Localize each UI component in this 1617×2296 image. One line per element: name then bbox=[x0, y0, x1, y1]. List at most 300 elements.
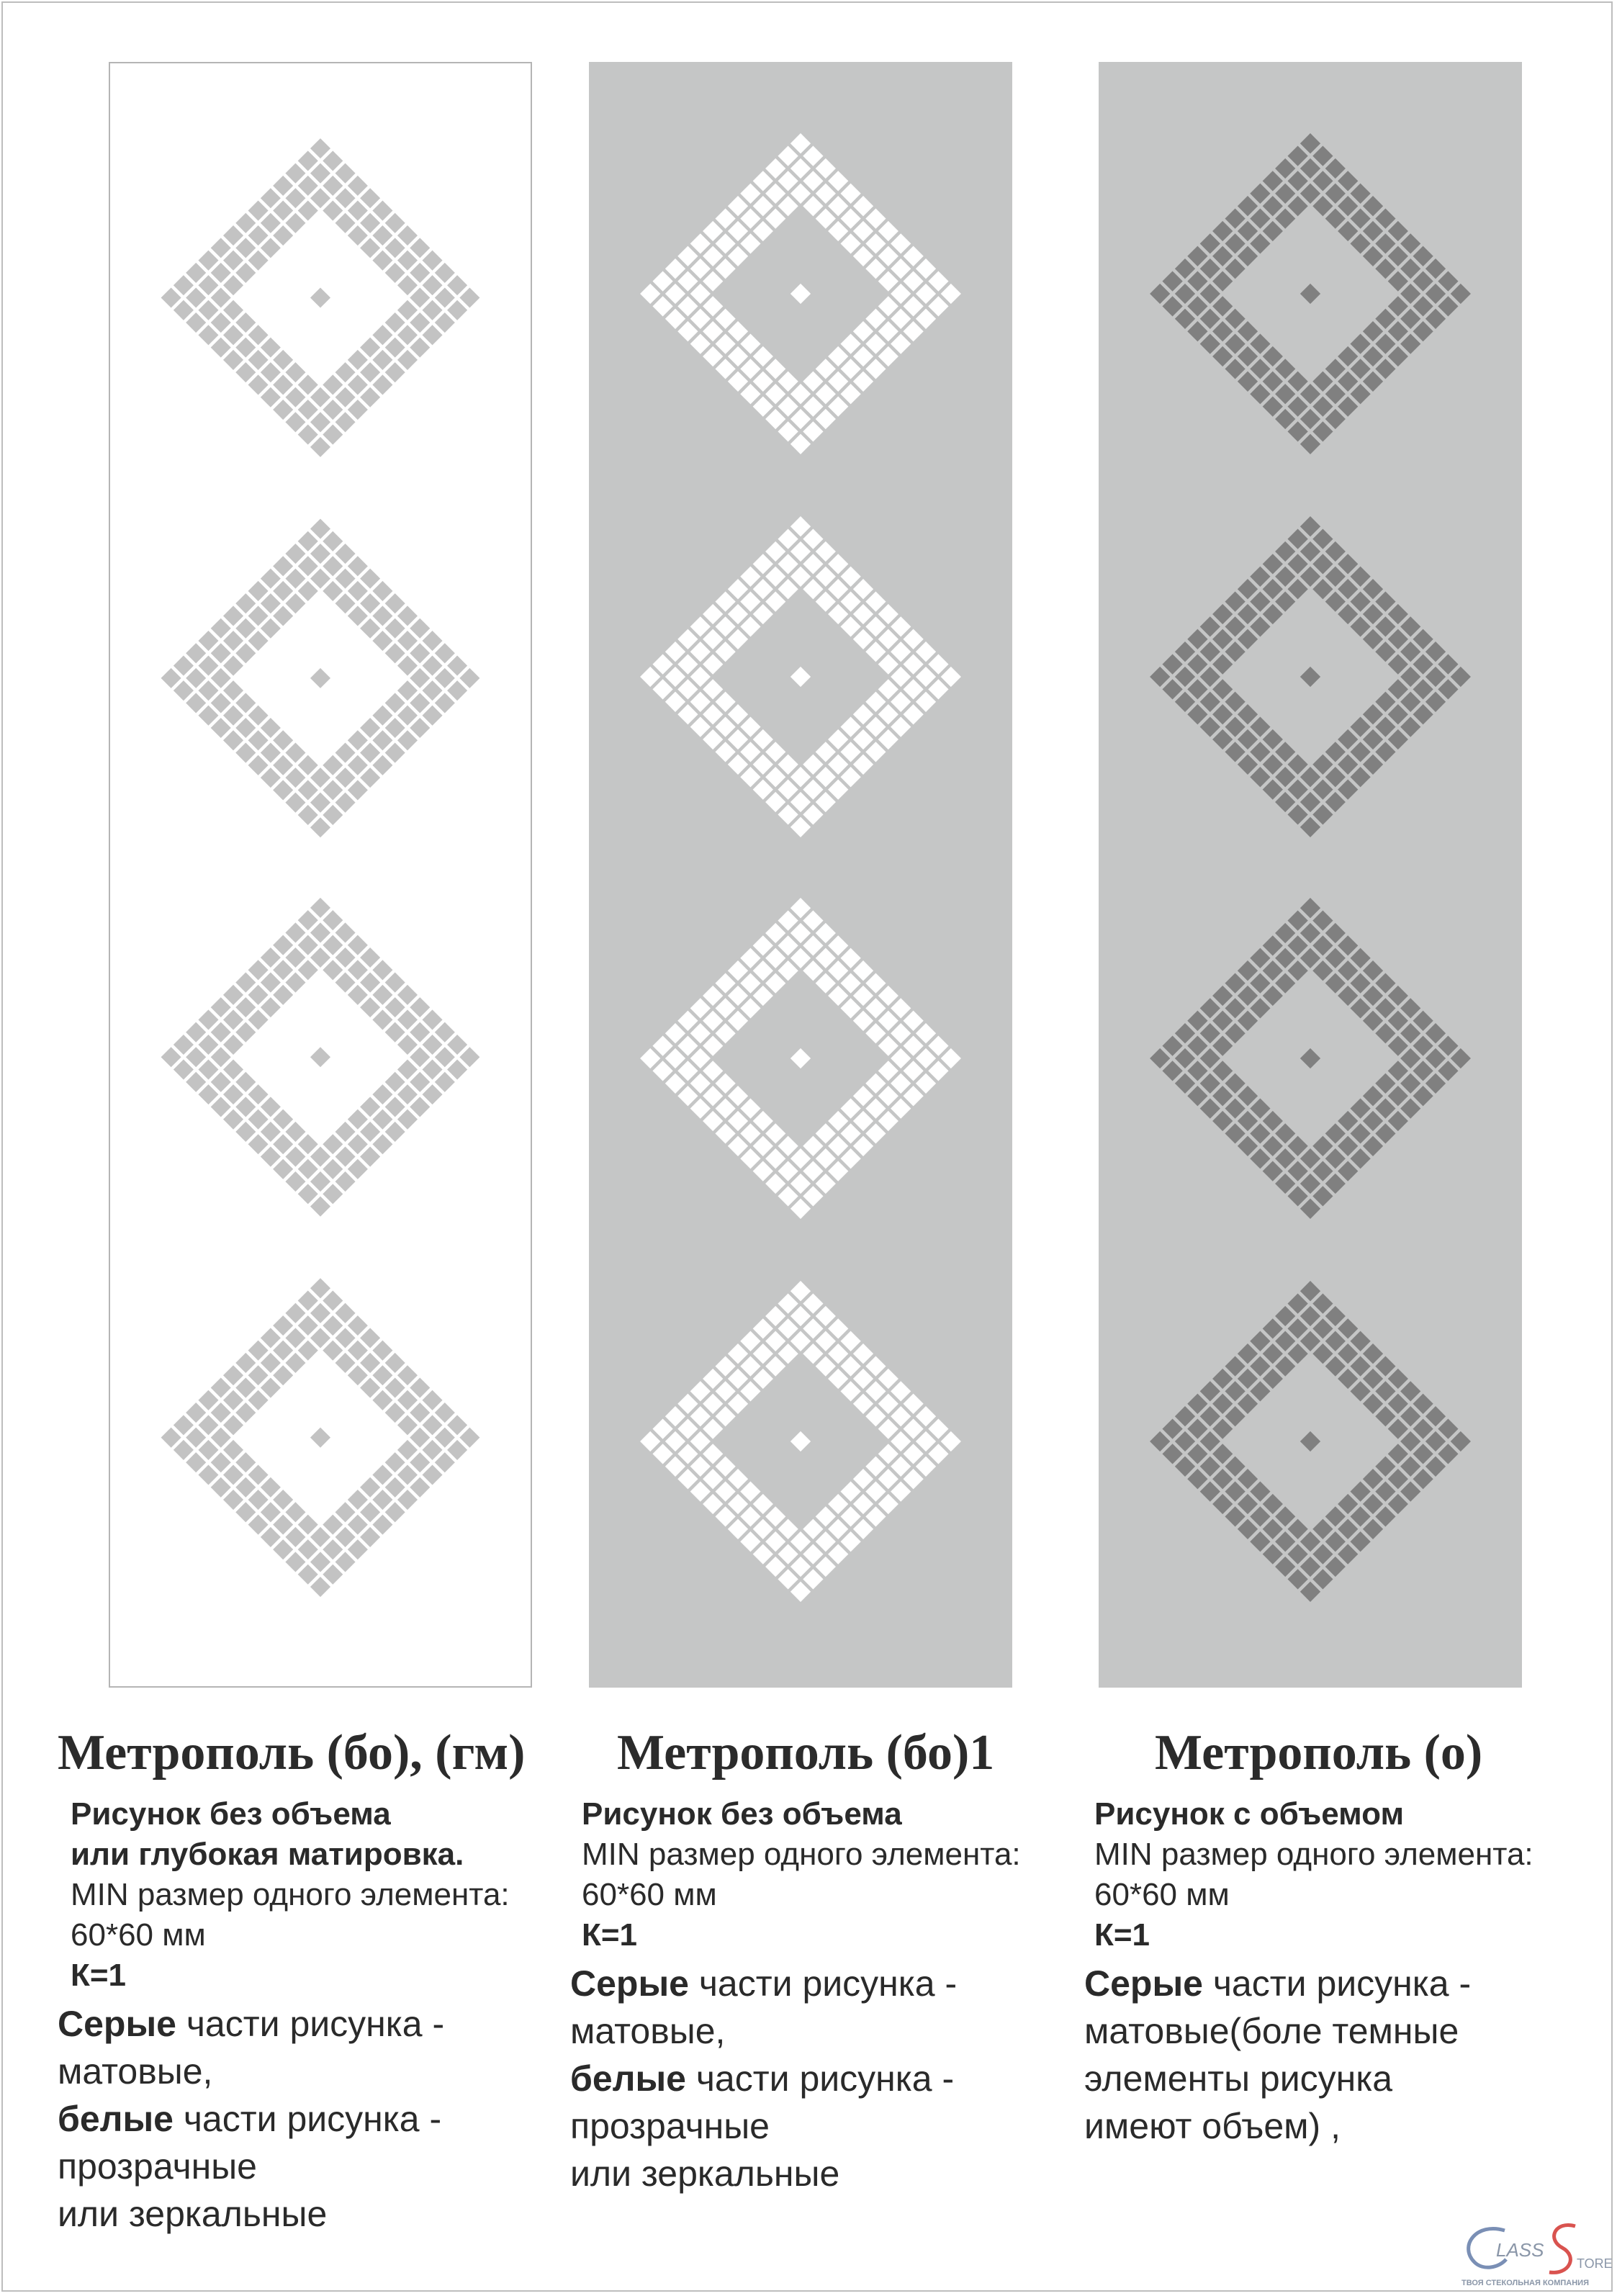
pattern-tile bbox=[261, 593, 281, 613]
pattern-tile bbox=[186, 287, 206, 307]
pattern-tile bbox=[816, 767, 836, 787]
pattern-tile bbox=[753, 935, 773, 955]
pattern-tile bbox=[174, 1415, 194, 1435]
pattern-tile bbox=[310, 817, 330, 837]
pattern-tile bbox=[1312, 1186, 1333, 1206]
pattern-tile bbox=[778, 196, 798, 216]
pattern-tile bbox=[816, 591, 836, 611]
pattern-tile bbox=[765, 923, 785, 943]
note-line: матовые, bbox=[58, 2051, 213, 2092]
pattern-tile bbox=[1375, 1356, 1395, 1376]
pattern-tile bbox=[285, 973, 305, 993]
pattern-tile bbox=[310, 767, 330, 788]
pattern-tile bbox=[1300, 1331, 1320, 1351]
pattern-tile bbox=[740, 1331, 760, 1351]
pattern-tile bbox=[1438, 1418, 1458, 1439]
pattern-tile bbox=[1200, 1457, 1220, 1477]
pattern-tile bbox=[816, 742, 836, 762]
pattern-tile bbox=[1363, 346, 1383, 366]
pattern-tile bbox=[261, 1502, 281, 1522]
pattern-tile bbox=[298, 200, 318, 220]
pattern-tile bbox=[1263, 1318, 1283, 1338]
pattern-tile bbox=[372, 605, 392, 626]
pattern-tile bbox=[652, 296, 672, 316]
pattern-tile bbox=[1300, 1531, 1320, 1552]
pattern-tile bbox=[198, 1084, 218, 1104]
pattern-tile bbox=[1388, 1444, 1408, 1464]
pattern-tile bbox=[928, 654, 948, 674]
pattern-tile bbox=[1338, 196, 1358, 216]
pattern-tile bbox=[853, 221, 873, 241]
pattern-tile bbox=[816, 158, 836, 179]
pattern-tile bbox=[1400, 1381, 1420, 1401]
pattern-tile bbox=[1350, 1331, 1370, 1351]
pattern-tile bbox=[791, 567, 811, 587]
pattern-tile bbox=[740, 591, 760, 611]
pattern-tile bbox=[323, 1565, 343, 1585]
pattern-tile bbox=[816, 1123, 836, 1143]
pattern-tile bbox=[261, 1097, 281, 1117]
caption-description bbox=[71, 1794, 576, 1996]
pattern-tile bbox=[248, 1109, 269, 1130]
pattern-tile bbox=[223, 1365, 243, 1385]
pattern-tile bbox=[1187, 1418, 1207, 1439]
pattern-tile bbox=[828, 960, 848, 981]
pattern-tile bbox=[1250, 591, 1270, 611]
pattern-tile bbox=[1238, 729, 1258, 749]
pattern-tile bbox=[778, 935, 798, 955]
pattern-tile bbox=[285, 1353, 305, 1373]
pattern-tile bbox=[816, 1331, 836, 1351]
pattern-tile bbox=[298, 374, 318, 395]
pattern-tile bbox=[323, 1184, 343, 1204]
pattern-tile bbox=[1200, 1381, 1220, 1401]
pattern-tile bbox=[285, 593, 305, 613]
pattern-tile bbox=[1375, 1481, 1395, 1501]
pattern-tile bbox=[1400, 309, 1420, 329]
pattern-tile bbox=[1250, 1098, 1270, 1118]
pattern-tile bbox=[1275, 541, 1295, 562]
pattern-tile bbox=[916, 1023, 936, 1043]
pattern-tile bbox=[753, 1519, 773, 1539]
pattern-tile bbox=[1238, 579, 1258, 599]
pattern-tile bbox=[840, 1531, 860, 1552]
pattern-tile bbox=[1388, 271, 1408, 291]
pattern-tile bbox=[803, 579, 823, 599]
pattern-tile bbox=[803, 196, 823, 216]
pattern-tile bbox=[1225, 616, 1245, 636]
pattern-tile bbox=[435, 1403, 455, 1423]
pattern-tile bbox=[248, 1490, 269, 1510]
pattern-tile bbox=[903, 321, 923, 341]
pattern-tile bbox=[753, 554, 773, 574]
pattern-tile bbox=[765, 158, 785, 179]
pattern-tile bbox=[298, 780, 318, 800]
pattern-tile bbox=[740, 333, 760, 354]
pattern-tile bbox=[310, 1146, 330, 1166]
pattern-tile bbox=[1275, 158, 1295, 179]
pattern-tile bbox=[310, 188, 330, 208]
pattern-tile bbox=[652, 1035, 672, 1055]
pattern-tile bbox=[186, 263, 206, 283]
pattern-tile bbox=[323, 1291, 343, 1311]
pattern-tile bbox=[690, 667, 711, 687]
pattern-tile bbox=[397, 350, 418, 370]
pattern-tile bbox=[198, 1464, 218, 1485]
pattern-tile bbox=[652, 679, 672, 699]
pattern-tile bbox=[385, 263, 405, 283]
pattern-tile bbox=[298, 176, 318, 196]
pattern-tile bbox=[360, 1477, 380, 1498]
note-line: белые части рисунка - bbox=[570, 2058, 955, 2099]
pattern-tile bbox=[753, 960, 773, 981]
pattern-tile bbox=[916, 641, 936, 662]
pattern-tile bbox=[435, 668, 455, 688]
pattern-tile bbox=[828, 1544, 848, 1564]
pattern-tile bbox=[1275, 1531, 1295, 1552]
pattern-tile bbox=[891, 1431, 911, 1451]
pattern-tile bbox=[360, 743, 380, 763]
pattern-tile bbox=[1312, 421, 1333, 441]
pattern-tile bbox=[298, 1515, 318, 1535]
pattern-tile bbox=[1225, 641, 1245, 662]
pattern-tile bbox=[235, 338, 256, 358]
pattern-tile bbox=[273, 1515, 293, 1535]
pattern-tile bbox=[1238, 986, 1258, 1006]
pattern-tile bbox=[1312, 755, 1333, 775]
pattern-tile bbox=[740, 948, 760, 968]
pattern-tile bbox=[728, 729, 748, 749]
pattern-tile bbox=[903, 1035, 923, 1055]
pattern-tile bbox=[261, 1353, 281, 1373]
pattern-tile bbox=[211, 287, 231, 307]
pattern-tile bbox=[410, 312, 430, 333]
pattern-tile bbox=[753, 986, 773, 1006]
pattern-tile bbox=[1388, 246, 1408, 266]
pattern-tile bbox=[728, 221, 748, 241]
pattern-tile bbox=[740, 998, 760, 1018]
pattern-tile bbox=[223, 1464, 243, 1485]
pattern-tile bbox=[865, 973, 886, 993]
pattern-tile bbox=[447, 680, 467, 701]
pattern-tile bbox=[941, 1431, 961, 1451]
pattern-tile bbox=[1425, 1023, 1446, 1043]
pattern-tile bbox=[803, 755, 823, 775]
pattern-tile bbox=[728, 604, 748, 624]
pattern-tile bbox=[248, 374, 269, 395]
pattern-tile bbox=[715, 591, 735, 611]
pattern-tile bbox=[1187, 704, 1207, 724]
pattern-tile bbox=[397, 1109, 418, 1130]
pattern-tile bbox=[174, 656, 194, 676]
pattern-tile bbox=[753, 372, 773, 392]
pattern-tile bbox=[385, 643, 405, 663]
pattern-tile bbox=[1200, 1048, 1220, 1068]
pattern-tile bbox=[223, 605, 243, 626]
pattern-tile bbox=[1275, 1506, 1295, 1526]
pattern-tile bbox=[1150, 284, 1170, 304]
pattern-tile bbox=[703, 679, 723, 699]
pattern-tile bbox=[703, 629, 723, 649]
pattern-tile bbox=[840, 1481, 860, 1501]
pattern-tile bbox=[765, 973, 785, 993]
pattern-tile bbox=[1250, 1331, 1270, 1351]
pattern-tile bbox=[410, 1047, 430, 1067]
pattern-tile bbox=[335, 163, 356, 184]
pattern-tile bbox=[261, 213, 281, 233]
pattern-tile bbox=[248, 251, 269, 271]
pattern-tile bbox=[828, 579, 848, 599]
pattern-tile bbox=[1200, 309, 1220, 329]
pattern-tile bbox=[360, 767, 380, 788]
pattern-tile bbox=[310, 437, 330, 457]
pattern-tile bbox=[903, 629, 923, 649]
pattern-tile bbox=[1312, 1293, 1333, 1313]
pattern-tile bbox=[1175, 1073, 1195, 1094]
pattern-tile bbox=[1263, 1136, 1283, 1156]
pattern-tile bbox=[878, 604, 898, 624]
pattern-tile bbox=[211, 1428, 231, 1448]
pattern-tile bbox=[803, 171, 823, 191]
pattern-tile bbox=[211, 1047, 231, 1067]
pattern-tile bbox=[422, 251, 442, 271]
pattern-tile bbox=[791, 767, 811, 787]
diamond-motif bbox=[1150, 1281, 1471, 1602]
pattern-tile bbox=[273, 581, 293, 601]
pattern-tile bbox=[840, 184, 860, 204]
pattern-tile bbox=[891, 692, 911, 712]
pattern-tile bbox=[1312, 196, 1333, 216]
pattern-tile bbox=[840, 333, 860, 354]
pattern-tile bbox=[397, 706, 418, 726]
pattern-tile bbox=[816, 208, 836, 228]
pattern-tile bbox=[1413, 246, 1433, 266]
pattern-tile bbox=[853, 246, 873, 266]
pattern-tile bbox=[1325, 1557, 1346, 1577]
pattern-tile bbox=[198, 1009, 218, 1030]
pattern-tile bbox=[1238, 1494, 1258, 1514]
pattern-tile bbox=[791, 384, 811, 404]
pattern-tile bbox=[223, 1490, 243, 1510]
pattern-tile bbox=[728, 986, 748, 1006]
pattern-tile bbox=[348, 1515, 368, 1535]
pattern-tile bbox=[310, 569, 330, 589]
pattern-tile bbox=[372, 1009, 392, 1030]
pattern-tile bbox=[677, 246, 698, 266]
pattern-tile bbox=[928, 296, 948, 316]
pattern-tile bbox=[816, 923, 836, 943]
pattern-tile bbox=[1238, 196, 1258, 216]
pattern-tile bbox=[397, 1365, 418, 1385]
pattern-tile bbox=[1250, 384, 1270, 404]
caption-description bbox=[582, 1794, 1089, 1955]
svg-text:ТВОЯ СТЕКОЛЬНАЯ КОМПАНИЯ: ТВОЯ СТЕКОЛЬНАЯ КОМПАНИЯ bbox=[1461, 2279, 1589, 2287]
pattern-tile bbox=[765, 1557, 785, 1577]
pattern-tile bbox=[778, 421, 798, 441]
pattern-tile bbox=[223, 275, 243, 295]
pattern-tile bbox=[273, 225, 293, 246]
pattern-tile bbox=[211, 263, 231, 283]
pattern-tile bbox=[385, 693, 405, 713]
pattern-tile bbox=[1451, 667, 1471, 687]
note-line: Серые части рисунка - bbox=[1084, 1963, 1472, 2004]
pattern-tile bbox=[878, 654, 898, 674]
pattern-tile bbox=[828, 1136, 848, 1156]
pattern-tile bbox=[385, 1377, 405, 1397]
pattern-tile bbox=[715, 1406, 735, 1426]
pattern-tile bbox=[740, 767, 760, 787]
pattern-tile bbox=[174, 1060, 194, 1080]
pattern-tile bbox=[360, 1527, 380, 1547]
pattern-tile bbox=[1375, 258, 1395, 279]
pattern-tile bbox=[372, 706, 392, 726]
pattern-tile bbox=[223, 985, 243, 1005]
pattern-tile bbox=[765, 792, 785, 812]
pattern-tile bbox=[677, 271, 698, 291]
pattern-tile bbox=[1438, 1444, 1458, 1464]
diamond-motif bbox=[161, 1278, 480, 1597]
pattern-tile bbox=[840, 567, 860, 587]
pattern-tile bbox=[397, 1415, 418, 1435]
pattern-tile bbox=[1312, 960, 1333, 981]
pattern-tile bbox=[235, 362, 256, 382]
pattern-tile bbox=[878, 1494, 898, 1514]
pattern-tile bbox=[211, 643, 231, 663]
pattern-tile bbox=[1212, 629, 1233, 649]
desc-line: или глубокая матировка. bbox=[71, 1837, 464, 1872]
pattern-tile bbox=[459, 287, 479, 307]
pattern-tile bbox=[778, 1136, 798, 1156]
pattern-tile bbox=[397, 1440, 418, 1460]
pattern-tile bbox=[285, 947, 305, 968]
pattern-tile bbox=[1263, 579, 1283, 599]
pattern-tile bbox=[753, 729, 773, 749]
pattern-tile bbox=[1200, 667, 1220, 687]
pattern-tile bbox=[1425, 692, 1446, 712]
pattern-tile bbox=[1312, 171, 1333, 191]
pattern-tile bbox=[690, 1431, 711, 1451]
pattern-tile bbox=[1388, 1035, 1408, 1055]
pattern-tile bbox=[211, 238, 231, 258]
pattern-tile bbox=[652, 654, 672, 674]
pattern-tile bbox=[765, 409, 785, 429]
pattern-tile bbox=[273, 556, 293, 576]
pattern-tile bbox=[1325, 1306, 1346, 1326]
pattern-tile bbox=[840, 767, 860, 787]
pattern-tile bbox=[198, 1035, 218, 1055]
pattern-tile bbox=[853, 321, 873, 341]
pattern-tile bbox=[1187, 1086, 1207, 1106]
pattern-tile bbox=[310, 1303, 330, 1323]
pattern-tile bbox=[223, 1084, 243, 1104]
pattern-tile bbox=[840, 233, 860, 253]
pattern-tile bbox=[791, 1306, 811, 1326]
pattern-tile bbox=[677, 321, 698, 341]
pattern-tile bbox=[1275, 567, 1295, 587]
desc-line: 60*60 мм bbox=[71, 1917, 206, 1953]
pattern-tile bbox=[728, 246, 748, 266]
pattern-tile bbox=[323, 150, 343, 171]
pattern-tile bbox=[1438, 679, 1458, 699]
pattern-tile bbox=[828, 221, 848, 241]
pattern-tile bbox=[1451, 1431, 1471, 1451]
pattern-tile bbox=[372, 374, 392, 395]
pattern-tile bbox=[223, 1009, 243, 1030]
pattern-tile bbox=[410, 1097, 430, 1117]
pattern-tile bbox=[778, 396, 798, 416]
pattern-tile bbox=[410, 1022, 430, 1043]
pattern-tile bbox=[1238, 346, 1258, 366]
pattern-tile bbox=[285, 743, 305, 763]
pattern-tile bbox=[791, 948, 811, 968]
pattern-tile bbox=[828, 1343, 848, 1364]
pattern-tile bbox=[878, 221, 898, 241]
pattern-tile bbox=[422, 1464, 442, 1485]
pattern-tile bbox=[1312, 1569, 1333, 1589]
pattern-tile bbox=[728, 1086, 748, 1106]
pattern-tile bbox=[840, 742, 860, 762]
pattern-tile bbox=[273, 1341, 293, 1361]
pattern-tile bbox=[903, 1444, 923, 1464]
pattern-tile bbox=[211, 312, 231, 333]
pattern-tile bbox=[1375, 616, 1395, 636]
pattern-tile bbox=[360, 593, 380, 613]
pattern-tile bbox=[235, 1477, 256, 1498]
pattern-tile bbox=[1400, 667, 1420, 687]
pattern-tile bbox=[1250, 998, 1270, 1018]
pattern-tile bbox=[1325, 567, 1346, 587]
pattern-tile bbox=[323, 910, 343, 930]
pattern-tile bbox=[928, 1444, 948, 1464]
pattern-tile bbox=[1300, 1148, 1320, 1169]
pattern-tile bbox=[652, 1418, 672, 1439]
pattern-tile bbox=[652, 1444, 672, 1464]
pattern-tile bbox=[360, 947, 380, 968]
pattern-tile bbox=[174, 1035, 194, 1055]
pattern-tile bbox=[1413, 654, 1433, 674]
pattern-tile bbox=[273, 374, 293, 395]
pattern-tile bbox=[422, 1035, 442, 1055]
pattern-tile bbox=[1263, 986, 1283, 1006]
pattern-tile bbox=[223, 1035, 243, 1055]
pattern-tile bbox=[261, 362, 281, 382]
pattern-tile bbox=[335, 1146, 356, 1166]
pattern-tile bbox=[677, 1469, 698, 1489]
pattern-tile bbox=[791, 817, 811, 837]
desc-line: К=1 bbox=[71, 1958, 127, 1993]
pattern-tile bbox=[360, 1328, 380, 1348]
pattern-tile bbox=[248, 1084, 269, 1104]
pattern-tile bbox=[715, 973, 735, 993]
diamond-pattern bbox=[589, 62, 1012, 1688]
note-line: прозрачные bbox=[58, 2146, 257, 2187]
pattern-tile bbox=[1200, 1431, 1220, 1451]
pattern-tile bbox=[223, 1440, 243, 1460]
pattern-tile bbox=[1312, 145, 1333, 166]
pattern-tile bbox=[1338, 1544, 1358, 1564]
pattern-tile bbox=[765, 567, 785, 587]
pattern-tile bbox=[665, 1431, 685, 1451]
pattern-tile bbox=[261, 1377, 281, 1397]
pattern-tile bbox=[298, 755, 318, 775]
pattern-tile bbox=[916, 1073, 936, 1094]
pattern-tile bbox=[323, 1159, 343, 1179]
pattern-tile bbox=[335, 1171, 356, 1192]
pattern-tile bbox=[1238, 704, 1258, 724]
pattern-tile bbox=[261, 1122, 281, 1142]
pattern-tile bbox=[1275, 1306, 1295, 1326]
pattern-tile bbox=[1388, 221, 1408, 241]
